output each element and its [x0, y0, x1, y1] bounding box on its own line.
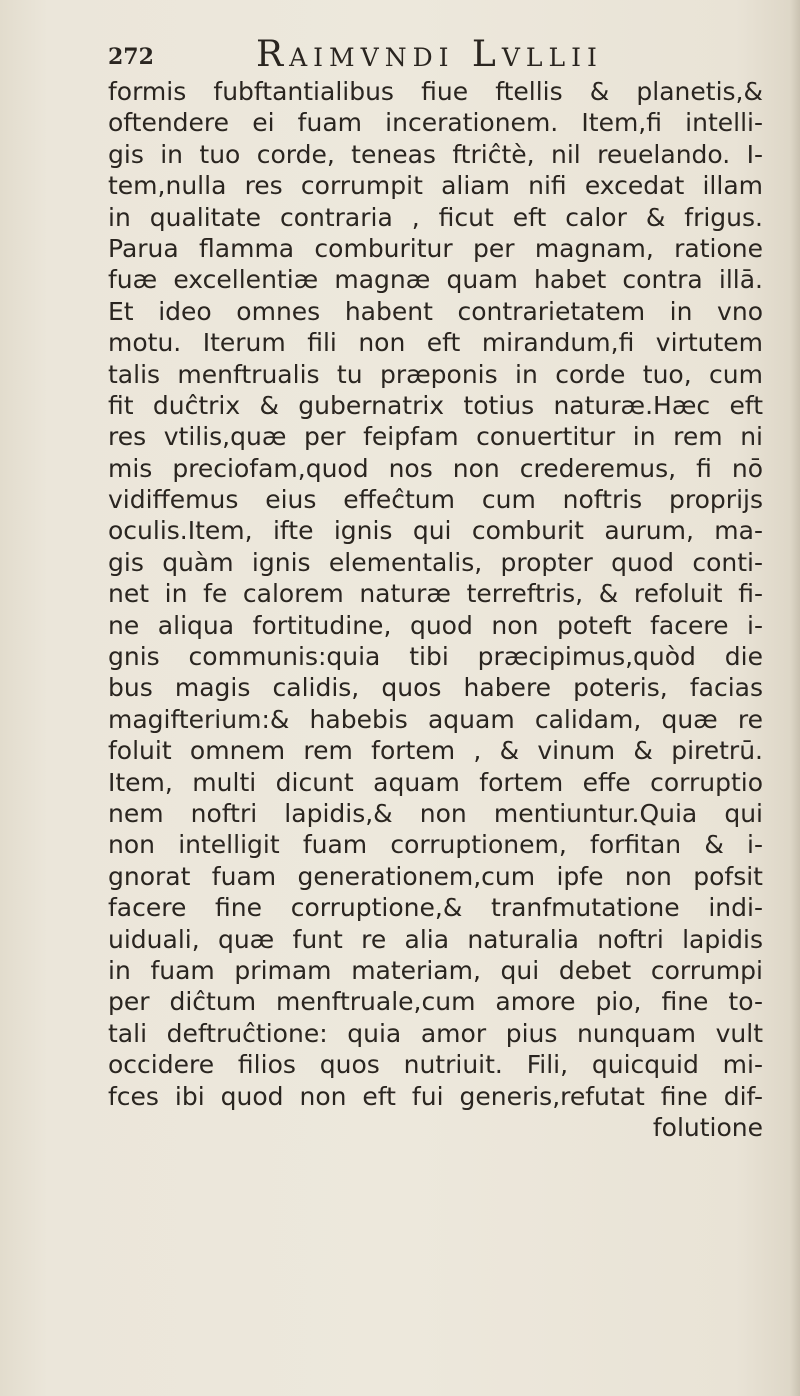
text-line: foluit omnem rem fortem , & vinum & piretrū. [108, 736, 763, 766]
text-line: ne aliqua fortitudine, quod non poteft facere i- [108, 610, 763, 640]
body-text [108, 76, 763, 1366]
text-line: Item, multi dicunt aquam fortem effe corruptio [108, 767, 763, 797]
text-line: facere fine corruptione,& tranfmutatione indi- [108, 893, 763, 923]
text-line: magifterium:& habebis aquam calidam, quæ re [108, 704, 763, 734]
text-line: uiduali, quæ funt re alia naturalia noftri lapidis [108, 924, 763, 954]
page-number: 272 [108, 44, 154, 70]
text-line: fuæ excellentiæ magnæ quam habet contra illā. [108, 265, 763, 295]
text-line: tali deftruĉtione: quia amor pius nunquam vult [108, 1018, 763, 1048]
text-line: talis menftrualis tu præponis in corde tuo, cum [108, 359, 763, 389]
text-line: mis preciofam,quod nos non crederemus, fi nō [108, 453, 763, 483]
text-line: gnis communis:quia tibi præcipimus,quòd die [108, 642, 763, 672]
text-line: gnorat fuam generationem,cum ipfe non pofsit [108, 861, 763, 891]
text-line: vidiffemus eius effeĉtum cum noftris proprijs [108, 485, 763, 515]
text-line: nem noftri lapidis,& non mentiuntur.Quia qui [108, 798, 763, 828]
text-line: bus magis calidis, quos habere poteris, facias [108, 673, 763, 703]
text-line: in fuam primam materiam, qui debet corrumpi [108, 955, 763, 985]
catchword: folutione [652, 1112, 763, 1142]
text-line: tem,nulla res corrumpit aliam nifi excedat illam [108, 171, 763, 201]
text-line: per diĉtum menftruale,cum amore pio, fine to- [108, 987, 763, 1017]
text-line: motu. Iterum fili non eft mirandum,fi virtutem [108, 328, 763, 358]
text-line: fces ibi quod non eft fui generis,refutat fine dif- [108, 1081, 763, 1111]
text-line: oculis.Item, ifte ignis qui comburit aurum, ma- [108, 516, 763, 546]
text-line: gis in tuo corde, teneas ftriĉtè, nil reuelando. I- [108, 139, 763, 169]
text-line: formis fubftantialibus fiue ftellis & planetis,& [108, 77, 763, 106]
text-line: in qualitate contraria , ficut eft calor & frigus. [108, 202, 763, 232]
text-line: non intelligit fuam corruptionem, forfitan & i- [108, 830, 763, 860]
page-header [108, 34, 708, 78]
text-line: gis quàm ignis elementalis, propter quod conti- [108, 547, 763, 577]
text-line: occidere filios quos nutriuit. Fili, quicquid mi- [108, 1050, 763, 1080]
text-line: Parua flamma comburitur per magnam, ratione [108, 233, 763, 263]
text-line: res vtilis,quæ per feipfam conuertitur in rem ni [108, 422, 763, 452]
text-line: fit duĉtrix & gubernatrix totius naturæ.Hæc eft [108, 390, 763, 420]
text-line: Et ideo omnes habent contrarietatem in vno [108, 296, 763, 326]
running-title: Raimvndi Lvllii [256, 34, 603, 75]
text-line: oftendere ei fuam incerationem. Item,fi intelli- [108, 108, 763, 138]
text-line: net in fe calorem naturæ terreftris, & refoluit fi- [108, 579, 763, 609]
